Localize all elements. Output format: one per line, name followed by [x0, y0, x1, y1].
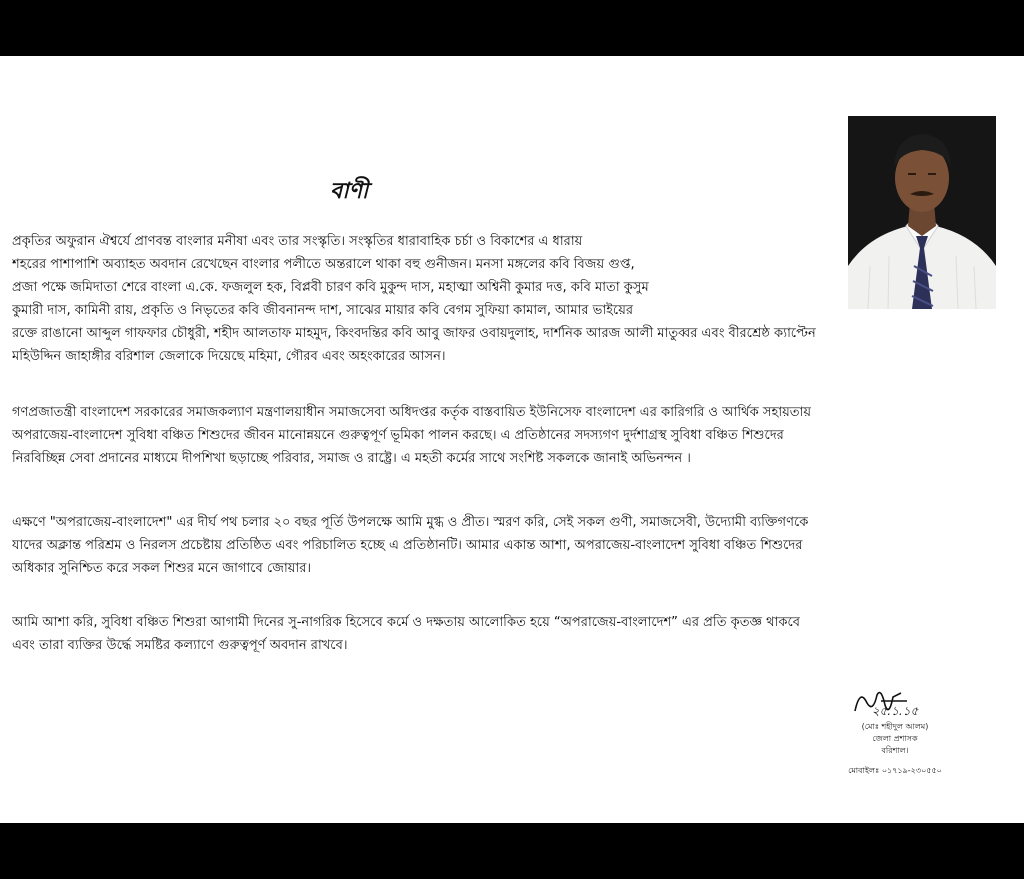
- message-page: [0, 56, 1024, 823]
- paragraph-line: কুমারী দাস, কামিনী রায়, প্রকৃতি ও নিভৃতের কবি জীবনানন্দ দাশ, সাঝের মায়ার কবি বেগম সুফিয়া কামাল, আমার ভাইয়ের: [12, 303, 634, 318]
- paragraph-line: মহিউদ্দিন জাহাঙ্গীর বরিশাল জেলাকে দিয়েছে মহিমা, গৌরব এবং অহংকারের আসন।: [12, 349, 446, 364]
- signatory-designation: জেলা প্রশাসক: [872, 734, 918, 743]
- signatory-name: (মোঃ শহীদুল আলম): [861, 722, 929, 731]
- paragraph-line: প্রজা পক্ষে জমিদাতা শেরে বাংলা এ.কে. ফজলুল হক, বিপ্লবী চারণ কবি মুকুন্দ দাস, মহাত্মা অশ্বিনী কুমার দত্ত, কবি মাতা কুসুম: [12, 280, 649, 295]
- paragraph-line: এবং তারা ব্যক্তির উর্দ্ধে সমষ্টির কল্যাণে গুরুত্বপূর্ণ অবদান রাখবে।: [12, 638, 348, 653]
- paragraph-line: শহরের পাশাপাশি অব্যাহত অবদান রেখেছেন বাংলার পলীতে অন্তরালে থাকা বহু গুনীজন। মনসা মঙ্গলের কবি বিজয় গুপ্ত,: [12, 257, 635, 272]
- page-title: বাণী: [330, 179, 369, 204]
- paragraph-3: [12, 511, 808, 580]
- paragraph-1: [12, 230, 816, 368]
- paragraph-line: প্রকৃতির অফুরান ঐশ্বর্যে প্রাণবন্ত বাংলার মনীষা এবং তার সংস্কৃতি। সংস্কৃতির ধারাবাহিক চর্চা ও বিকাশের এ ধারায়: [12, 234, 583, 249]
- signature-block: [815, 683, 975, 783]
- paragraph-4: [12, 611, 800, 657]
- paragraph-line: গণপ্রজাতন্ত্রী বাংলাদেশ সরকারের সমাজকল্যাণ মন্ত্রণালয়াধীন সমাজসেবা অধিদপ্তর কর্তৃক বাস্তবায়িত ইউনিসেফ বাংলাদেশ এর কারিগরি ও আর্থিক সহায়তায়: [12, 405, 812, 420]
- paragraph-line: যাদের অক্লান্ত পরিশ্রম ও নিরলস প্রচেষ্টায় প্রতিষ্ঠিত এবং পরিচালিত হচ্ছে এ প্রতিষ্ঠানটি। আমার একান্ত আশা, অপরাজেয়-বাংলাদেশ সুবিধা বঞ্চিত শিশুদের: [12, 538, 803, 553]
- signature-date: ২৫.১.১৫: [871, 704, 919, 718]
- paragraph-line: এক্ষণে "অপরাজেয়-বাংলাদেশ" এর দীর্ঘ পথ চলার ২০ বছর পূর্তি উপলক্ষে আমি মুগ্ধ ও প্রীত। স্মরণ করি, সেই সকল গুণী, সমাজসেবী, উদ্যোমী ব্যক্তিগণকে: [12, 515, 809, 530]
- paragraph-line: আমি আশা করি, সুবিধা বঞ্চিত শিশুরা আগামী দিনের সু-নাগরিক হিসেবে কর্মে ও দক্ষতায় আলোকিত হয়ে “অপরাজেয়-বাংলাদেশ” এর প্রতি কৃতজ্ঞ থাকবে: [12, 615, 801, 630]
- paragraph-line: অধিকার সুনিশ্চিত করে সকল শিশুর মনে জাগাবে জোয়ার।: [12, 561, 312, 576]
- paragraph-line: অপরাজেয়-বাংলাদেশ সুবিধা বঞ্চিত শিশুদের জীবন মানোন্নয়নে গুরুত্বপূর্ণ ভূমিকা পালন করছে। এ প্রতিষ্ঠানের সদস্যগণ দুর্দশাগ্রস্থ সুবিধা বঞ্চিত শিশুদের: [12, 428, 784, 443]
- signatory-mobile: মোবাইলঃ ০১৭১৯-২৩০৫৫০: [848, 766, 942, 775]
- paragraph-line: নিরবিচ্ছিন্ন সেবা প্রদানের মাধ্যমে দীপশিখা ছড়াচ্ছে পরিবার, সমাজ ও রাষ্ট্রে। এ মহতী কর্মের সাথে সংশিষ্ট সকলকে জানাই অভিনন্দন ।: [12, 451, 691, 466]
- portrait-photo: [848, 116, 996, 309]
- paragraph-2: [12, 401, 811, 470]
- paragraph-line: রক্তে রাঙানো আব্দুল গাফফার চৌধুরী, শহীদ আলতাফ মাহমুদ, কিংবদন্তির কবি আবু জাফর ওবায়দুলাহ, দার্শনিক আরজ আলী মাতুব্বর এবং বীরশ্রেষ্ঠ ক্যাপ্টেন: [12, 326, 816, 341]
- signatory-location: বরিশাল।: [881, 746, 909, 755]
